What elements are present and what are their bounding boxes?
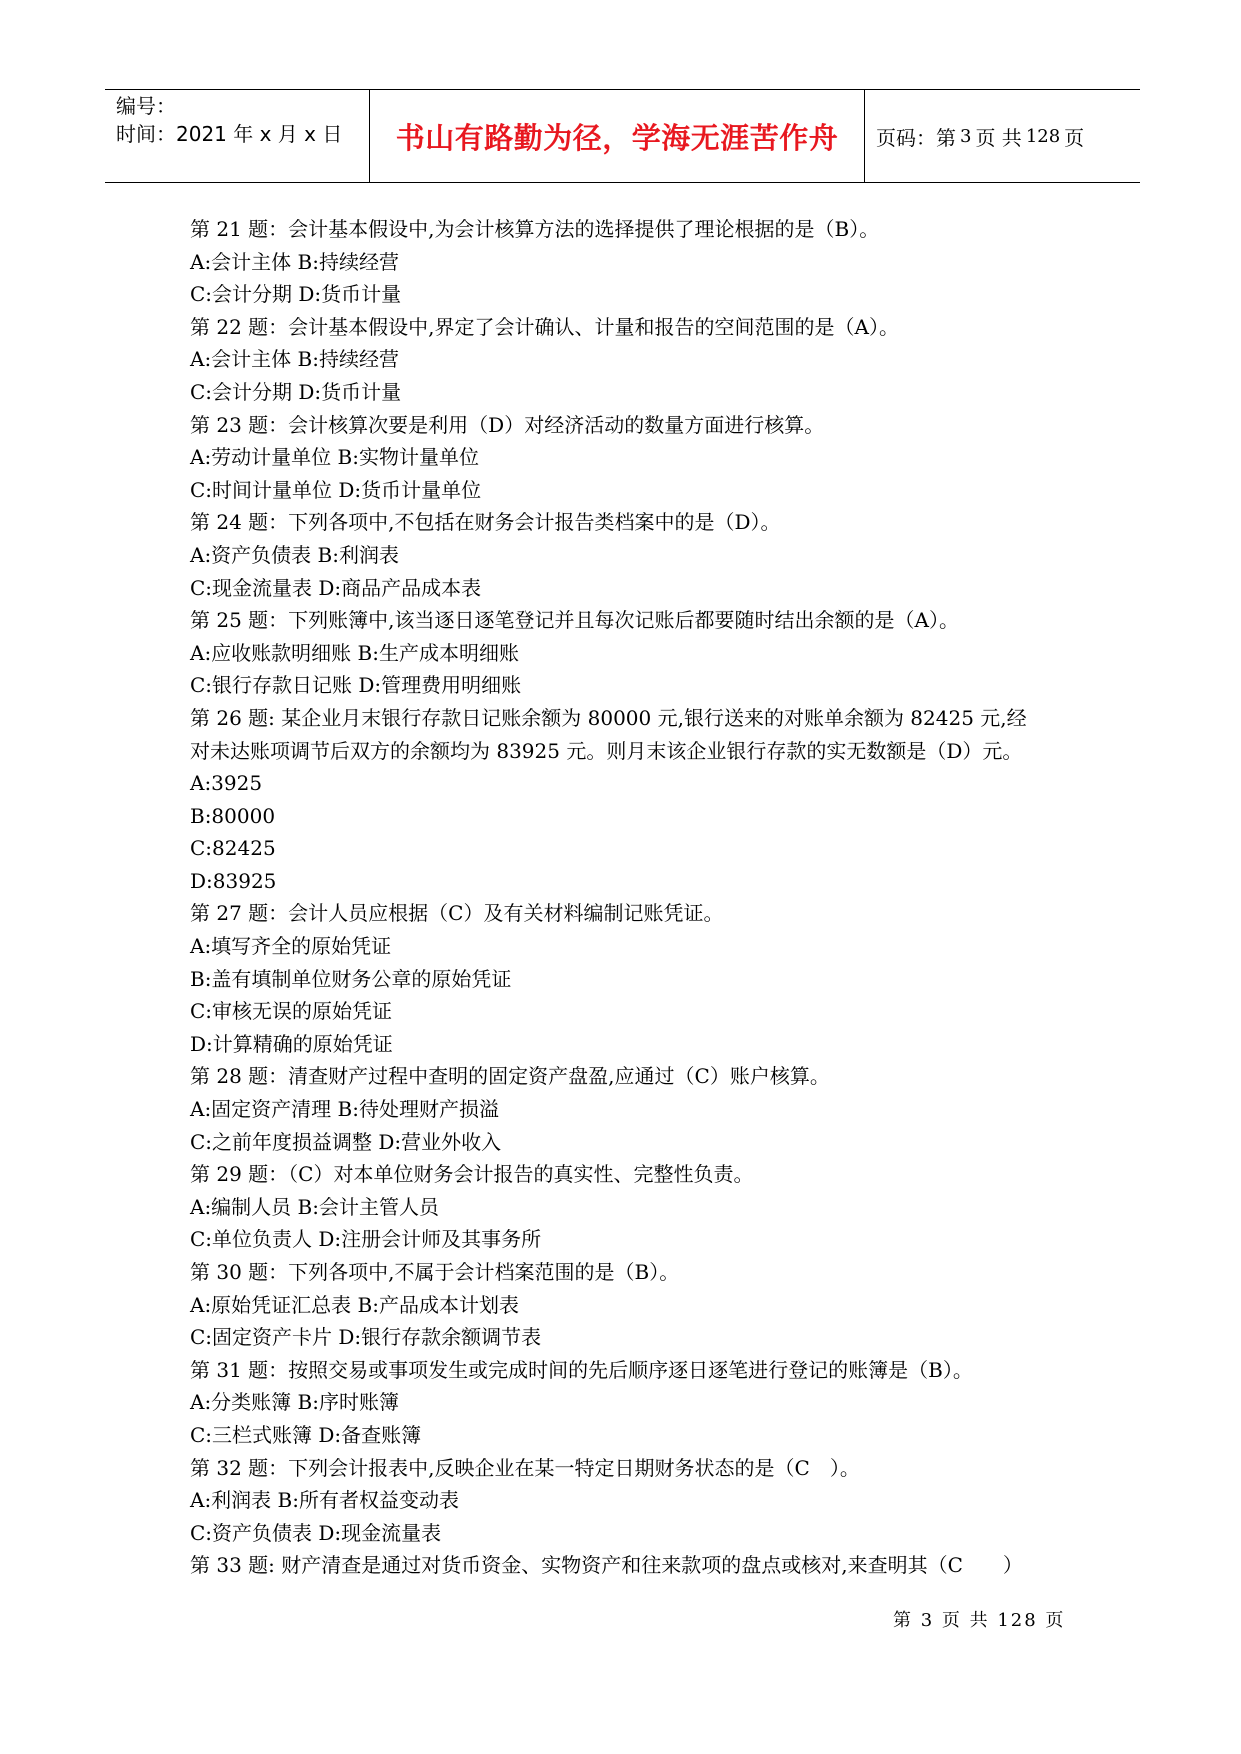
- page-prefix: 页码：第: [876, 125, 956, 150]
- page-suffix: 页: [1064, 125, 1085, 150]
- header-page-indicator: [865, 90, 1140, 182]
- text-line: 第 24 题：下列各项中,不包括在财务会计报告类档案中的是（D）。: [190, 510, 781, 535]
- text-line: C:会计分期 D:货币计量: [190, 282, 402, 307]
- text-line: 第 28 题：清查财产过程中查明的固定资产盘盈,应通过（C）账户核算。: [190, 1064, 830, 1089]
- text-line: 第 29 题：（C）对本单位财务会计报告的真实性、完整性负责。: [190, 1162, 754, 1187]
- text-line: 第 26 题: 某企业月末银行存款日记账余额为 80000 元,银行送来的对账单余额为 82425 元,经: [190, 705, 1027, 730]
- document-number-label: 编号：: [116, 94, 176, 118]
- text-line: 第 21 题：会计基本假设中,为会计核算方法的选择提供了理论根据的是（B）。: [190, 217, 880, 241]
- page-total: 128: [1025, 125, 1061, 147]
- text-line: D:83925: [190, 868, 277, 893]
- text-line: 第 27 题：会计人员应根据（C）及有关材料编制记账凭证。: [190, 901, 724, 926]
- text-line: C:会计分期 D:货币计量: [190, 379, 402, 404]
- text-line: A:会计主体 B:持续经营: [190, 249, 399, 274]
- page-footer: 第 3 页 共 128 页: [893, 1610, 1066, 1631]
- text-line: D:计算精确的原始凭证: [190, 1031, 393, 1056]
- document-header: [105, 89, 1140, 183]
- text-line: A:分类账簿 B:序时账簿: [190, 1390, 399, 1415]
- text-line: C:固定资产卡片 D:银行存款余额调节表: [190, 1325, 542, 1350]
- text-line: 第 33 题: 财产清查是通过对货币资金、实物资产和往来款项的盘点或核对,来查明其（C ）: [190, 1553, 1023, 1578]
- text-line: C:时间计量单位 D:货币计量单位: [190, 477, 482, 502]
- text-line: 第 22 题：会计基本假设中,界定了会计确认、计量和报告的空间范围的是（A）。: [190, 314, 899, 339]
- header-meta: [105, 90, 370, 182]
- text-line: C:审核无误的原始凭证: [190, 999, 393, 1024]
- text-line: B:盖有填制单位财务公章的原始凭证: [190, 966, 512, 991]
- text-line: C:现金流量表 D:商品产品成本表: [190, 575, 482, 600]
- text-line: C:之前年度损益调整 D:营业外收入: [190, 1129, 502, 1154]
- text-line: 对未达账项调节后双方的余额均为 83925 元。则月末该企业银行存款的实无数额是（D）元。: [190, 738, 1023, 763]
- header-motto: 书山有路勤为径，学海无涯苦作舟: [370, 90, 865, 182]
- text-line: A:劳动计量单位 B:实物计量单位: [190, 445, 479, 470]
- text-line: 第 23 题：会计核算次要是利用（D）对经济活动的数量方面进行核算。: [190, 412, 825, 437]
- text-line: A:原始凭证汇总表 B:产品成本计划表: [190, 1292, 519, 1317]
- text-line: 第 32 题：下列会计报表中,反映企业在某一特定日期财务状态的是（C ）。: [190, 1455, 860, 1480]
- text-line: C:82425: [190, 836, 276, 861]
- text-line: 第 25 题：下列账簿中,该当逐日逐笔登记并且每次记账后都要随时结出余额的是（A）。: [190, 608, 959, 633]
- text-line: A:利润表 B:所有者权益变动表: [190, 1488, 459, 1513]
- text-line: B:80000: [190, 803, 276, 828]
- text-line: C:单位负责人 D:注册会计师及其事务所: [190, 1227, 542, 1252]
- text-line: C:三栏式账簿 D:备查账簿: [190, 1422, 422, 1447]
- text-line: 第 30 题：下列各项中,不属于会计档案范围的是（B）。: [190, 1260, 680, 1284]
- document-time: 时间：2021 年 x 月 x 日: [116, 122, 343, 146]
- text-line: A:3925: [190, 771, 263, 796]
- text-line: A:应收账款明细账 B:生产成本明细账: [190, 640, 519, 665]
- page-current: 3: [960, 125, 972, 147]
- question-body: [190, 213, 1070, 1582]
- text-line: C:银行存款日记账 D:管理费用明细账: [190, 673, 522, 698]
- text-line: A:固定资产清理 B:待处理财产损溢: [190, 1097, 499, 1122]
- text-line: A:编制人员 B:会计主管人员: [190, 1194, 439, 1219]
- page-mid: 页 共: [975, 125, 1022, 150]
- text-line: A:填写齐全的原始凭证: [190, 934, 392, 959]
- text-line: A:资产负债表 B:利润表: [190, 542, 399, 567]
- text-line: C:资产负债表 D:现金流量表: [190, 1520, 442, 1545]
- text-line: 第 31 题：按照交易或事项发生或完成时间的先后顺序逐日逐笔进行登记的账簿是（B）。: [190, 1357, 973, 1382]
- text-line: A:会计主体 B:持续经营: [190, 347, 399, 372]
